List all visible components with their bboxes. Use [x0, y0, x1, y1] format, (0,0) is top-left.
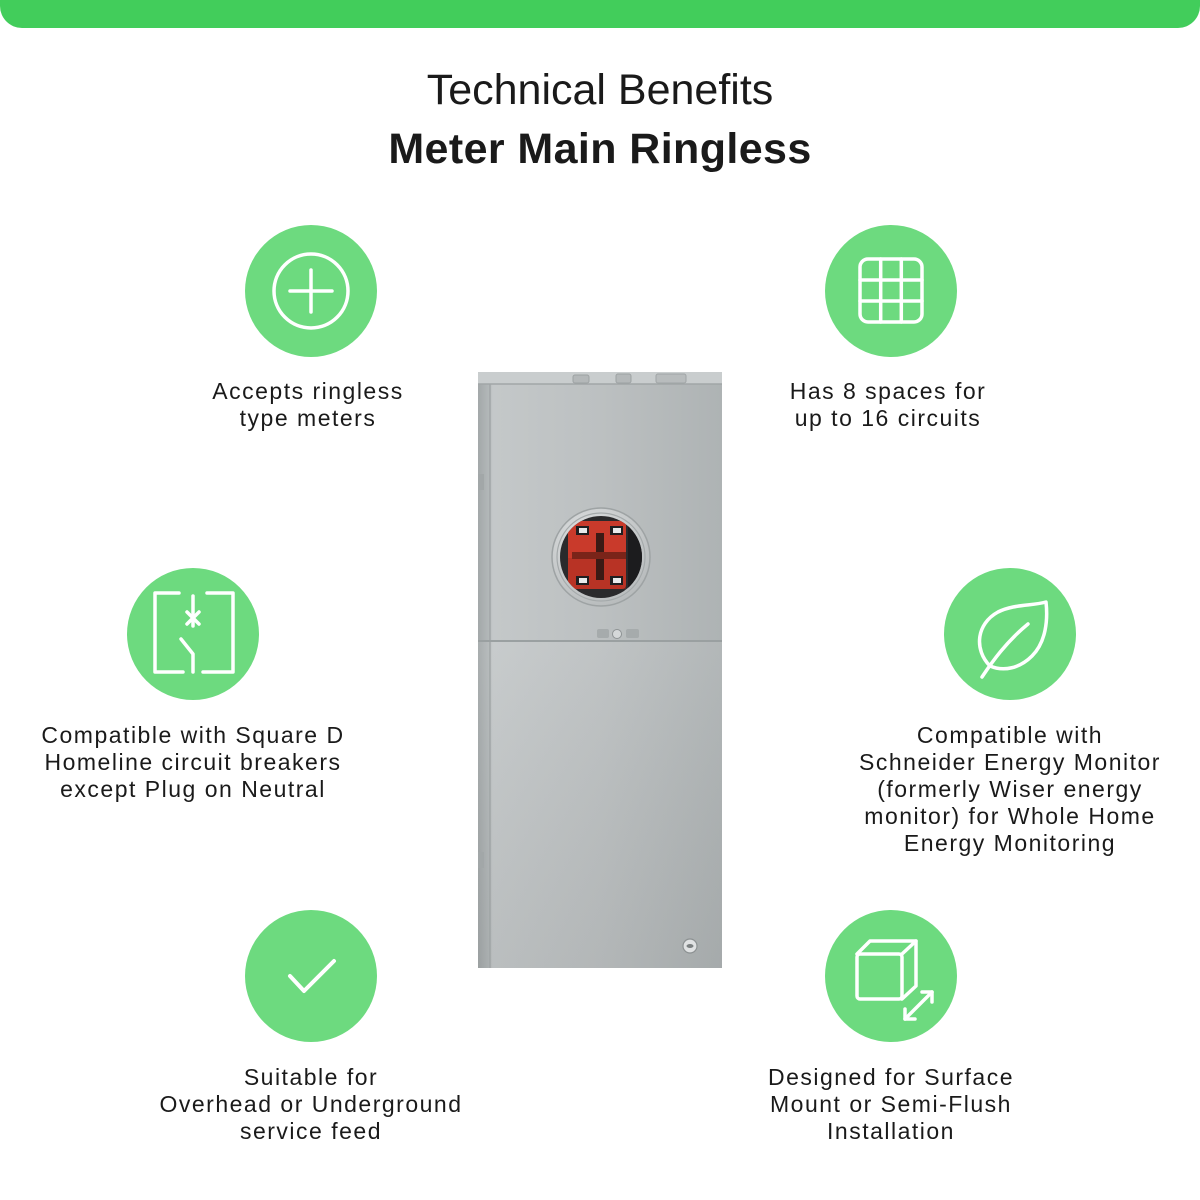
- benefit-line: Compatible with: [916, 722, 1104, 748]
- benefit-line: Accepts ringless: [212, 378, 404, 404]
- benefit-text-energy: [825, 722, 1195, 857]
- benefit-icon-circle-breakers: [127, 568, 259, 700]
- cube-arrows-icon: [825, 910, 957, 1042]
- bottom-screw: [683, 939, 697, 953]
- benefit-text-ringless: [128, 378, 488, 432]
- benefit-line: Has 8 spaces for: [789, 378, 987, 404]
- checkmark-icon: [245, 910, 377, 1042]
- top-accent-bar: [0, 0, 1200, 28]
- benefit-text-service-feed: [131, 1064, 491, 1145]
- benefit-line: except Plug on Neutral: [60, 776, 326, 802]
- page-title: Technical Benefits: [426, 66, 774, 114]
- benefit-icon-circle-service-feed: [245, 910, 377, 1042]
- benefit-text-breakers: [8, 722, 378, 803]
- benefit-line: Energy Monitoring: [903, 830, 1117, 856]
- benefit-line: Designed for Surface: [767, 1064, 1015, 1090]
- benefit-line: Overhead or Underground: [159, 1091, 463, 1117]
- knockout: [573, 375, 589, 383]
- knockout: [656, 374, 686, 383]
- benefit-line: Schneider Energy Monitor: [859, 749, 1161, 775]
- benefit-line: type meters: [239, 405, 377, 431]
- benefit-text-spaces: [708, 378, 1068, 432]
- benefit-line: (formerly Wiser energy: [877, 776, 1143, 802]
- benefit-line: Installation: [827, 1118, 955, 1144]
- benefit-line: monitor) for Whole Home: [864, 803, 1156, 829]
- benefit-line: service feed: [239, 1118, 382, 1144]
- knockout: [616, 374, 631, 383]
- benefit-line: Homeline circuit breakers: [44, 749, 342, 775]
- benefit-icon-circle-energy: [944, 568, 1076, 700]
- enclosure: [478, 372, 722, 968]
- hinge-mark: [478, 474, 484, 490]
- leaf-icon: [944, 568, 1076, 700]
- benefit-text-mounting: [711, 1064, 1071, 1145]
- benefit-line: up to 16 circuits: [794, 405, 982, 431]
- plus-circle-icon: [245, 225, 377, 357]
- benefit-icon-circle-ringless: [245, 225, 377, 357]
- benefit-icon-circle-mounting: [825, 910, 957, 1042]
- meter-main-product-image: [470, 362, 732, 978]
- cover-latch: [597, 629, 639, 639]
- hinge-mark: [478, 852, 484, 868]
- meter-socket: [552, 508, 650, 606]
- benefit-line: Suitable for: [243, 1064, 379, 1090]
- benefit-icon-circle-spaces: [825, 225, 957, 357]
- benefit-line: Compatible with Square D: [41, 722, 345, 748]
- enclosure-lower-cover: [478, 642, 722, 968]
- circuit-breaker-icon: [127, 568, 259, 700]
- benefit-line: Mount or Semi-Flush: [770, 1091, 1012, 1117]
- product-title: Meter Main Ringless: [388, 125, 812, 173]
- grid-icon: [825, 225, 957, 357]
